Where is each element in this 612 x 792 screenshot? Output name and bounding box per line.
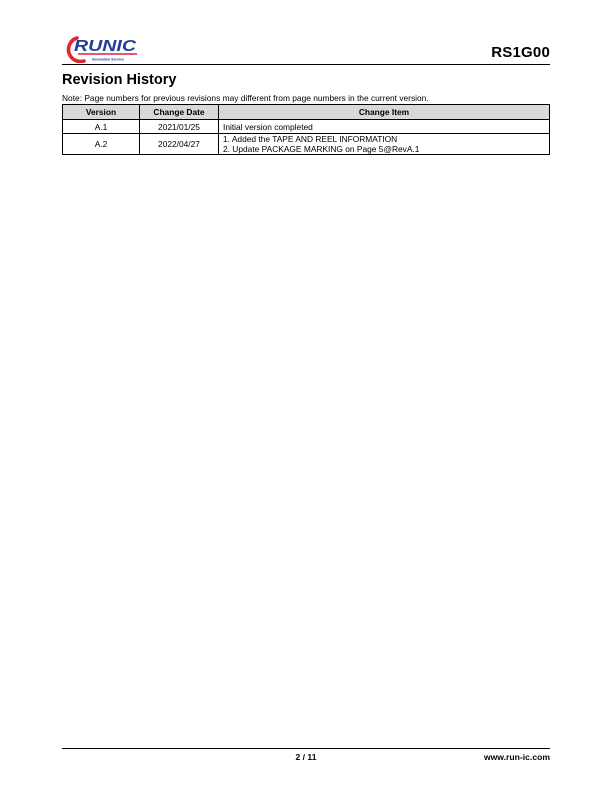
table-row bbox=[63, 120, 550, 134]
version-cell: A.2 bbox=[63, 134, 140, 155]
footer-divider bbox=[62, 748, 550, 749]
website-link[interactable]: www.run-ic.com bbox=[483, 752, 550, 762]
logo-tagline: Innovation Service bbox=[92, 57, 124, 62]
change-item-cell bbox=[219, 134, 550, 155]
table-header-row bbox=[63, 105, 550, 120]
part-number: RS1G00 bbox=[491, 44, 550, 61]
change-item-line: 2. Update PACKAGE MARKING on Page 5@RevA.1 bbox=[223, 144, 420, 154]
header-version: Version bbox=[63, 105, 140, 120]
page-number: 2 / 11 bbox=[295, 752, 317, 762]
header-change-item: Change Item bbox=[219, 105, 550, 120]
date-cell: 2022/04/27 bbox=[140, 134, 219, 155]
revision-note: Note: Page numbers for previous revisions may different from page numbers in the current version. bbox=[62, 93, 429, 103]
company-logo bbox=[62, 31, 140, 63]
header-divider bbox=[62, 64, 550, 65]
logo-wordmark: RUNIC bbox=[74, 38, 137, 55]
date-cell: 2021/01/25 bbox=[140, 120, 219, 134]
header-change-date: Change Date bbox=[140, 105, 219, 120]
change-item-cell bbox=[219, 120, 550, 134]
change-item-line: Initial version completed bbox=[223, 121, 313, 132]
change-item-line: 1. Added the TAPE AND REEL INFORMATION bbox=[223, 134, 398, 144]
section-title: Revision History bbox=[62, 72, 177, 88]
revision-table bbox=[62, 104, 550, 155]
table-row bbox=[63, 134, 550, 155]
version-cell: A.1 bbox=[63, 120, 140, 134]
